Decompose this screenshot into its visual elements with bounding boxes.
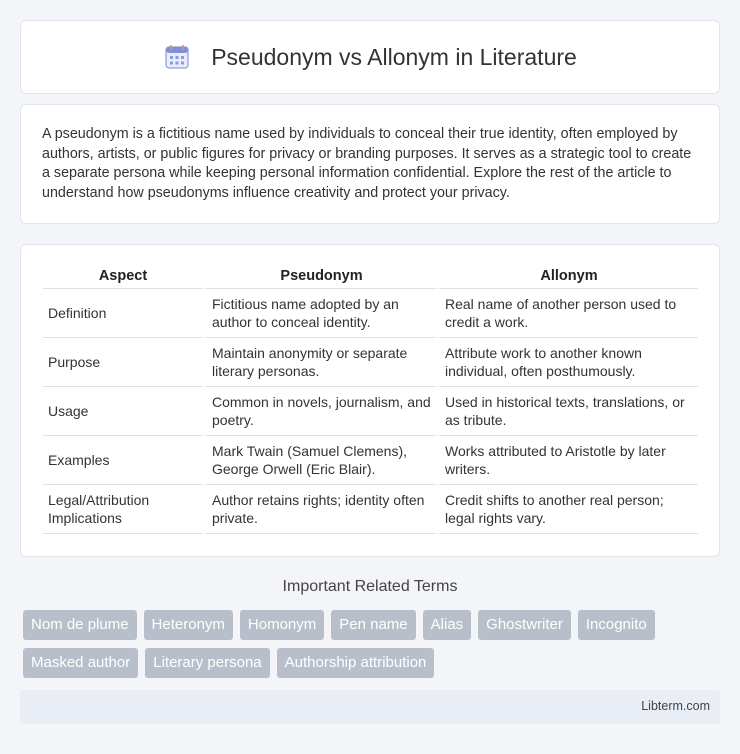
table-row (43, 387, 698, 436)
title-card (20, 20, 720, 94)
table-cell: Examples (43, 436, 203, 485)
table-cell: Legal/Attribution Implications (43, 485, 203, 534)
tag-heteronym[interactable]: Heteronym (144, 610, 233, 640)
table-row (43, 485, 698, 534)
footer-site-link[interactable]: Libterm.com (641, 699, 710, 713)
comparison-table-card (20, 244, 720, 557)
table-cell: Used in historical texts, translations, or as tribute. (436, 387, 698, 436)
table-cell: Common in novels, journalism, and poetry. (203, 387, 436, 436)
tag-alias[interactable]: Alias (423, 610, 472, 640)
table-header-pseudonym: Pseudonym (203, 267, 436, 289)
table-cell: Fictitious name adopted by an author to conceal identity. (203, 289, 436, 338)
tag-ghostwriter[interactable]: Ghostwriter (478, 610, 571, 640)
table-cell: Author retains rights; identity often private. (203, 485, 436, 534)
table-header-aspect: Aspect (43, 267, 203, 289)
table-cell: Definition (43, 289, 203, 338)
intro-card (20, 104, 720, 224)
tag-nom-de-plume[interactable]: Nom de plume (23, 610, 137, 640)
table-cell: Credit shifts to another real person; legal rights vary. (436, 485, 698, 534)
table-cell: Attribute work to another known individual, often posthumously. (436, 338, 698, 387)
table-header-row (43, 267, 698, 289)
table-cell: Mark Twain (Samuel Clemens), George Orwell (Eric Blair). (203, 436, 436, 485)
related-terms-title: Important Related Terms (282, 578, 458, 595)
tag-incognito[interactable]: Incognito (578, 610, 655, 640)
tag-pen-name[interactable]: Pen name (331, 610, 415, 640)
table-cell: Maintain anonymity or separate literary personas. (203, 338, 436, 387)
table-cell: Usage (43, 387, 203, 436)
table-row (43, 338, 698, 387)
footer (20, 690, 720, 724)
table-cell: Real name of another person used to credit a work. (436, 289, 698, 338)
tag-literary-persona[interactable]: Literary persona (145, 648, 269, 678)
tag-authorship-attribution[interactable]: Authorship attribution (277, 648, 435, 678)
table-cell: Works attributed to Aristotle by later writers. (436, 436, 698, 485)
table-row (43, 436, 698, 485)
page-title: Pseudonym vs Allonym in Literature (211, 43, 577, 70)
tag-homonym[interactable]: Homonym (240, 610, 324, 640)
table-calendar-icon (163, 43, 191, 71)
table-row (43, 289, 698, 338)
table-header-allonym: Allonym (436, 267, 698, 289)
comparison-table (43, 267, 698, 534)
related-terms-list (23, 610, 703, 678)
table-cell: Purpose (43, 338, 203, 387)
intro-text: A pseudonym is a fictitious name used by individuals to conceal their true identity, often employed by authors, artists, or public figures for privacy or branding purposes. It serves as a strategic tool to create a separate persona while keeping personal information confidential. Explore the rest of the article to understand how pseudonyms influence creativity and protect your privacy. (42, 126, 692, 201)
tag-masked-author[interactable]: Masked author (23, 648, 138, 678)
